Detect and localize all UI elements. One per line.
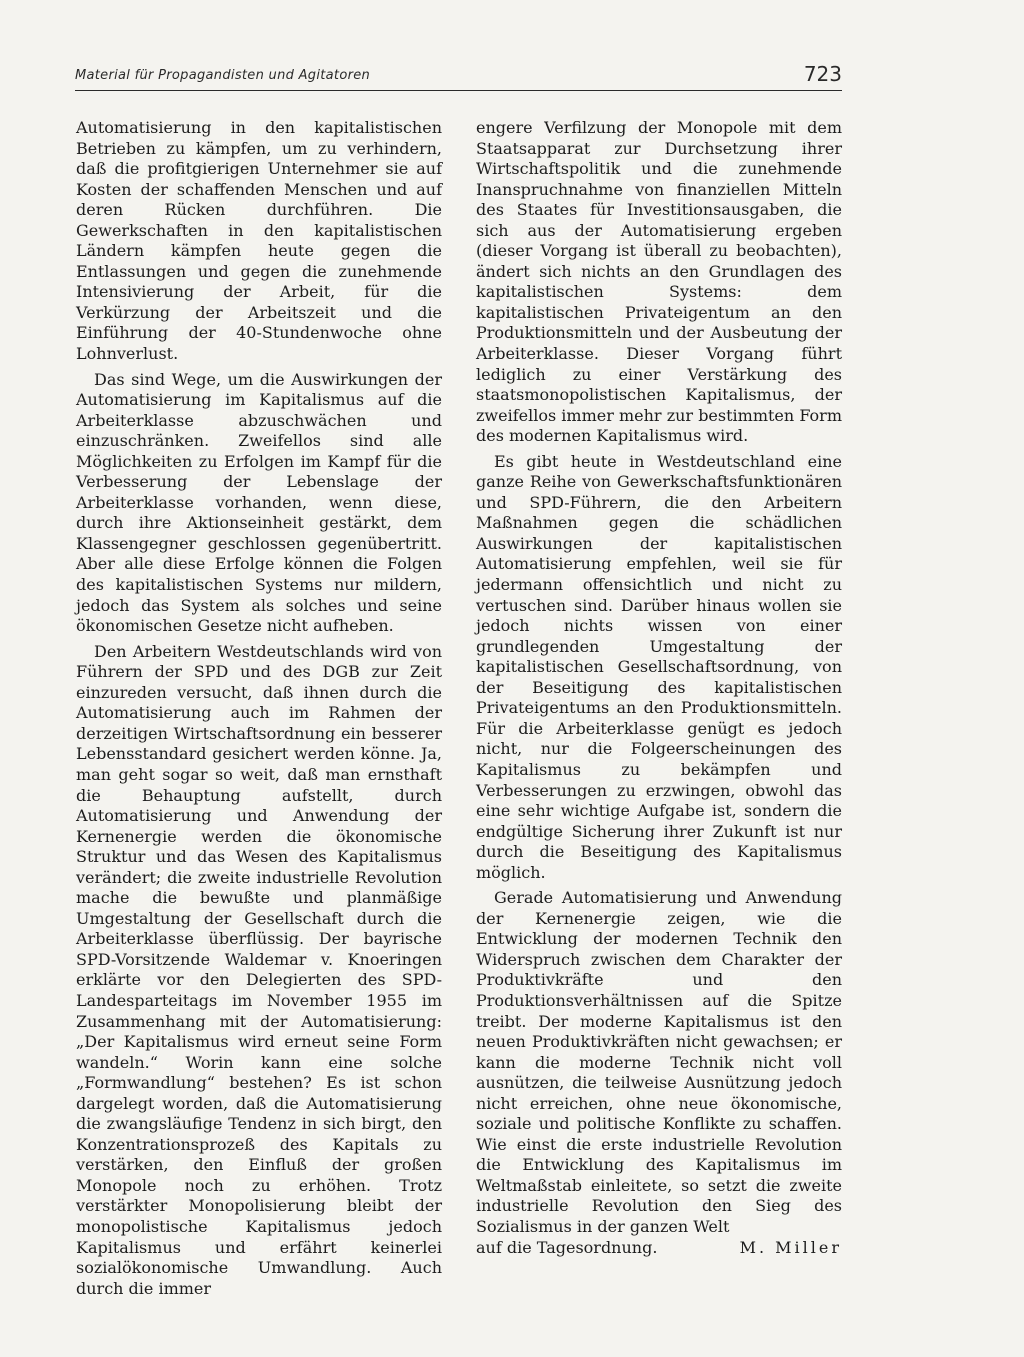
paragraph: Gerade Automatisierung und Anwendung der Kernenergie zeigen, wie die Entwicklung der modernen Technik den Widerspruch zwischen dem Charakter der Produktivkräfte und den Produktionsverhältnissen auf die Spitze treibt. Der moderne Kapitalismus ist den neuen Produktivkräften nicht gewachsen; er kann die moderne Technik nicht voll ausnützen, die teilweise Ausnützung jedoch nicht erreichen, ohne neue ökonomische, soziale und politische Konflikte zu schaffen. Wie einst die erste industrielle Revolution die Entwicklung des Kapitalismus im Weltmaßstab einleitete, so setzt die zweite industrielle Revolution den Sieg des Sozialismus in der ganzen Welt <box>476 888 842 1236</box>
paragraph: Automatisierung in den kapitalistischen Betrieben zu kämpfen, um zu verhindern, daß die profitgierigen Unternehmer sie auf Kosten der schaffenden Menschen und auf deren Rücken durchführen. Die Gewerkschaften in den kapitalistischen Ländern kämpfen heute gegen die Entlassungen und gegen die zunehmende Intensivierung der Arbeit, für die Verkürzung der Arbeitszeit und die Einführung der 40-Stundenwoche ohne Lohnverlust. <box>76 118 442 364</box>
paragraph: Das sind Wege, um die Auswirkungen der Automatisierung im Kapitalismus auf die Arbeiterklasse abzuschwächen und einzuschränken. Zweifellos sind alle Möglichkeiten zu Erfolgen im Kampf für die Verbesserung der Lebenslage der Arbeiterklasse vorhanden, wenn diese, durch ihre Aktionseinheit gestärkt, dem Klassengegner geschlossen gegenübertritt. Aber alle diese Erfolge können die Folgen des kapitalistischen Systems nur mildern, jedoch das System als solches und seine ökonomischen Gesetze nicht aufheben. <box>76 369 442 636</box>
left-column <box>76 118 442 1299</box>
paragraph: Den Arbeitern Westdeutschlands wird von Führern der SPD und des DGB zur Zeit einzureden versucht, daß ihnen durch die Automatisierung auch im Rahmen der derzeitigen Wirtschaftsordnung ein besserer Lebensstandard gesichert werden könne. Ja, man geht sogar so weit, daß man ernsthaft die Behauptung aufstellt, durch Automatisierung und Anwendung der Kernenergie werden die ökonomische Struktur und das Wesen des Kapitalismus verändert; die zweite industrielle Revolution mache die bewußte und planmäßige Umgestaltung der Gesellschaft durch die Arbeiterklasse überflüssig. Der bayrische SPD-Vorsitzende Waldemar v. Knoeringen erklärte vor den Delegierten des SPD-Landesparteitags im November 1955 im Zusammenhang mit der Automatisierung: „Der Kapitalismus wird erneut seine Form wandeln.“ Worin kann eine solche „Formwandlung“ bestehen? Es ist schon dargelegt worden, daß die Automatisierung die zwangsläufige Tendenz in sich birgt, den Konzentrationsprozeß des Kapitals zu verstärken, den Einfluß der großen Monopole noch zu erhöhen. Trotz verstärkter Monopolisierung bleibt der monopolistische Kapitalismus jedoch Kapitalismus und erfährt keinerlei sozialökonomische Umwandlung. Auch durch die immer <box>76 641 442 1298</box>
author-signature: M. Miller <box>739 1237 842 1257</box>
closing-line <box>476 1238 842 1259</box>
paragraph: Es gibt heute in Westdeutschland eine ganze Reihe von Gewerkschaftsfunktionären und SPD-Führern, die den Arbeitern Maßnahmen gegen die schädlichen Auswirkungen der kapitalistischen Automatisierung empfehlen, weil sie für jedermann offensichtlich und nicht zu vertuschen sind. Darüber hinaus wollen sie jedoch nichts wissen von einer grundlegenden Umgestaltung der kapitalistischen Gesellschaftsordnung, von der Beseitigung des kapitalistischen Privateigentums an den Produktionsmitteln. Für die Arbeiterklasse genügt es jedoch nicht, nur die Folgeerscheinungen des Kapitalismus zu bekämpfen und Verbesserungen zu erzwingen, obwohl das eine sehr wichtige Aufgabe ist, sondern die endgültige Sicherung ihrer Zukunft ist nur durch die Beseitigung des Kapitalismus möglich. <box>476 451 842 882</box>
running-head: Material für Propagandisten und Agitatoren <box>75 68 371 83</box>
page-number: 723 <box>803 62 842 86</box>
page-header <box>75 64 842 91</box>
paragraph: engere Verfilzung der Monopole mit dem Staatsapparat zur Durchsetzung ihrer Wirtschaftspolitik und die zunehmende Inanspruchnahme von finanziellen Mitteln des Staates für Investitionsausgaben, die sich aus der Automatisierung ergeben (dieser Vorgang ist überall zu beobachten), ändert sich nichts an den Grundlagen des kapitalistischen Systems: dem kapitalistischen Privateigentum an den Produktionsmitteln und der Ausbeutung der Arbeiterklasse. Dieser Vorgang führt lediglich zu einer Verstärkung des staatsmonopolistischen Kapitalismus, der zweifellos immer mehr zur bestimmten Form des modernen Kapitalismus wird. <box>476 118 842 446</box>
right-column <box>476 118 842 1258</box>
paragraph-end: auf die Tagesordnung. <box>476 1237 658 1257</box>
